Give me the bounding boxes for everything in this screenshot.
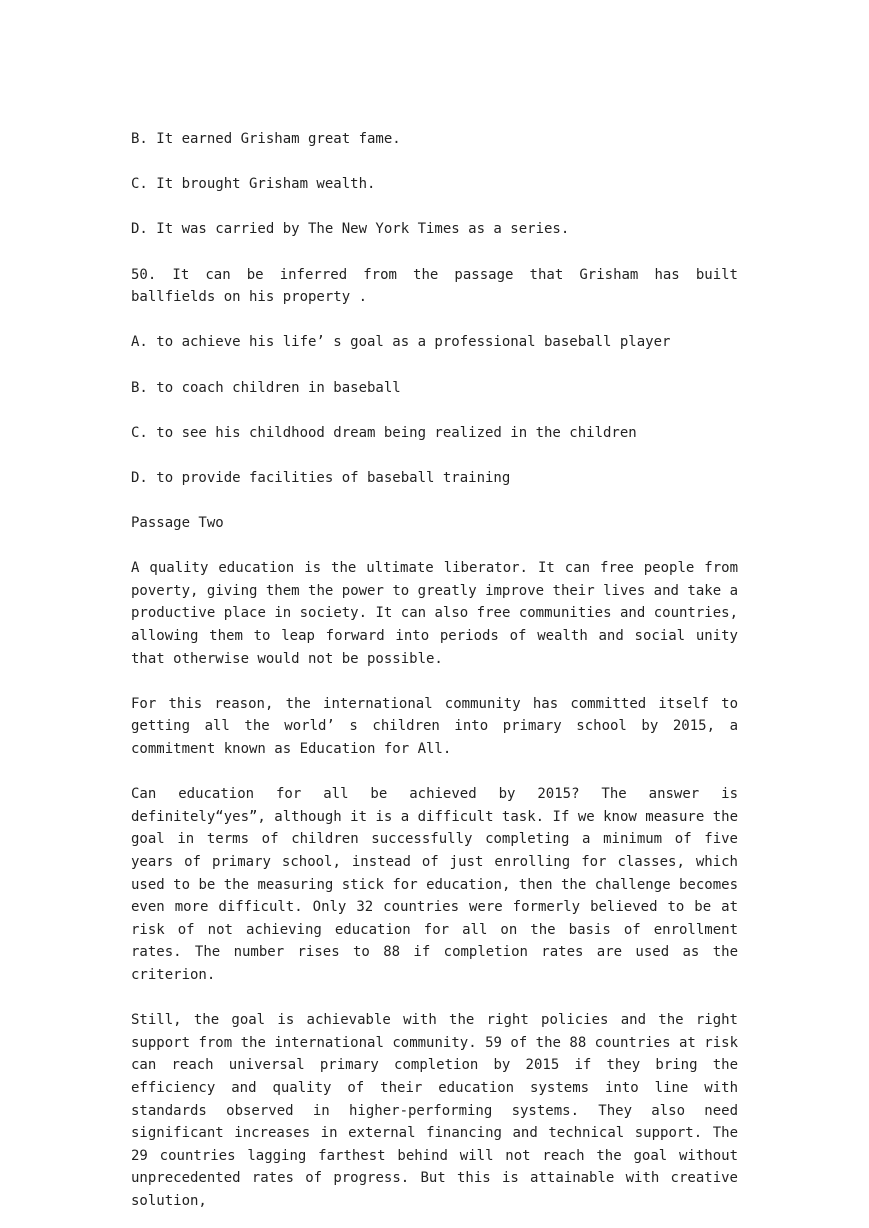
option-b: B. It earned Grisham great fame.: [131, 131, 401, 147]
passage-heading: Passage Two: [131, 515, 224, 532]
question-50-stem: 50. It can be inferred from the passage that Grisham has built ballfields on his property .: [131, 266, 738, 306]
passage-paragraph-1: A quality education is the ultimate liberator. It can free people from poverty, giving them the power to greatly improve their lives and take a productive place in society. It can also free communities and countries, allowing them to leap forward into periods of wealth and social unity that otherwise would not be possible.: [131, 560, 738, 667]
document-page: [131, 128, 738, 1213]
option-d: D. It was carried by The New York Times as a series.: [131, 221, 570, 238]
question-50-option-c: C. to see his childhood dream being realized in the children: [131, 424, 637, 441]
passage-paragraph-4: Still, the goal is achievable with the right policies and the right support from the international community. 59 of the 88 countries at risk can reach universal primary completion by 2015 if they bring the efficiency and quality of their education systems into line with standards observed in higher-performing systems. They also need significant increases in external financing and technical support. The 29 countries lagging farthest behind will not reach the goal without unprecedented rates of progress. But this is attainable with creative solution,: [131, 1012, 738, 1209]
passage-paragraph-3: Can education for all be achieved by 2015? The answer is definitely“yes”, although it is a difficult task. If we know measure the goal in terms of children successfully completing a minimum of five years of primary school, instead of just enrolling for classes, which used to be the measuring stick for education, then the challenge becomes even more difficult. Only 32 countries were formerly believed to be at risk of not achieving education for all on the basis of enrollment rates. The number rises to 88 if completion rates are used as the criterion.: [131, 786, 738, 983]
option-c: C. It brought Grisham wealth.: [131, 176, 376, 193]
question-50-option-d: D. to provide facilities of baseball training: [131, 469, 511, 486]
question-50-option-a: A. to achieve his life’ s goal as a professional baseball player: [131, 334, 671, 351]
passage-paragraph-2: For this reason, the international community has committed itself to getting all the world’ s children into primary school by 2015, a commitment known as Education for All.: [131, 695, 738, 758]
question-50-option-b: B. to coach children in baseball: [131, 379, 401, 396]
